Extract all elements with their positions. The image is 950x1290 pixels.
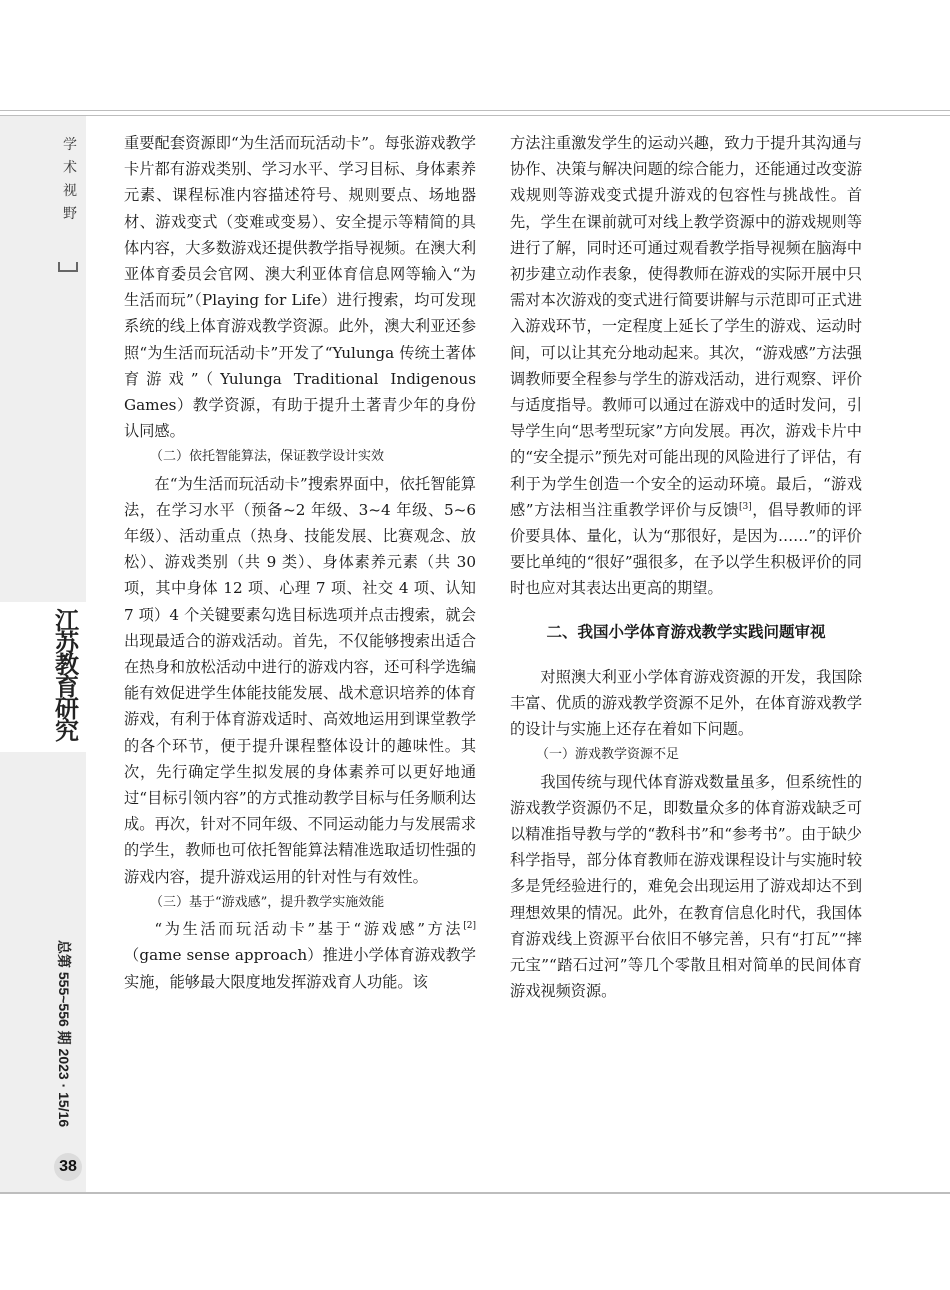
- bracket-ornament: [58, 262, 78, 272]
- citation-ref: [2]: [463, 921, 476, 932]
- header-rule-top: [0, 110, 950, 111]
- paragraph-text: 方法注重激发学生的运动兴趣，致力于提升其沟通与协作、决策与解决问题的综合能力，还能通过改变游戏规则等游戏变式提升游戏的包容性与挑战性。首先，学生在课前就可对线上教学资源中的游戏规则等进行了解，同时还可通过观看教学指导视频在脑海中初步建立动作表象，使得教师在游戏的实际开展中只需对本次游戏的变式进行简要讲解与示范即可正式进入游戏环节，一定程度上延长了学生的游戏、运动时间，可以让其充分地动起来。其次，“游戏感”方法强调教师要全程参与学生的游戏活动，进行观察、评价与适度指导。教师可以通过在游戏中的适时发问，引导学生向“思考型玩家”方向发展。再次，游戏卡片中的“安全提示”预先对可能出现的风险进行了评估，有利于为学生创造一个安全的运动环境。最后，“游戏感”方法相当注重教学评价与反馈: [510, 134, 862, 519]
- paragraph: [510, 130, 862, 602]
- header-rule-bottom: [0, 115, 950, 116]
- paragraph: [124, 916, 476, 995]
- section-heading: 二、我国小学体育游戏教学实践问题审视: [546, 623, 826, 641]
- paragraph: 我国传统与现代体育游戏数量虽多，但系统性的游戏教学资源仍不足，即数量众多的体育游戏缺乏可以精准指导教与学的“教科书”和“参考书”。由于缺少科学指导，部分体育教师在游戏课程设计与实施时较多是凭经验进行的，难免会出现运用了游戏却达不到理想效果的情况。此外，在教育信息化时代，我国体育游戏线上资源平台依旧不够完善，只有“打瓦”“摔元宝”“踏石过河”等几个零散且相对简单的民间体育游戏视频资源。: [510, 772, 862, 1001]
- paragraph: 在“为生活而玩活动卡”搜索界面中，依托智能算法，在学习水平（预备~2 年级、3~4 年级、5~6 年级）、活动重点（热身、技能发展、比赛观念、放松）、游戏类别（共 9 类）、身体素养元素（共 30 项，其中身体 12 项、心理 7 项、社交 4 项、认知 7 项）4 个关键要素勾选目标选项并点击搜索，就会出现最适合的游戏活动。首先，不仅能够搜索出适合在热身和放松活动中进行的游戏内容，还可科学选编能有效促进学生体能技能发展、战术意识培养的体育游戏，有利于体育游戏适时、高效地运用到课堂教学的各个环节，便于提升课程整体设计的趣味性。其次，先行确定学生拟发展的身体素养可以更好地通过“目标引领内容”的方式推动教学目标与任务顺利达成。再次，针对不同年级、不同运动能力与发展需求的学生，教师也可依托智能算法精准选取适切性强的游戏内容，提升游戏运用的针对性与有效性。: [124, 474, 476, 886]
- issue-info-text: 总第 555~556 期 2023 · 15/16: [56, 940, 72, 1128]
- subheading: （一）游戏教学资源不足: [536, 747, 680, 763]
- citation-ref: [3]: [738, 501, 752, 512]
- section-label: 学术视野: [63, 137, 77, 222]
- page-number: 38: [54, 1153, 82, 1181]
- paragraph-text: ，倡导教师的评价要具体、量化，认为“那很好，是因为……”的评价要比单纯的“很好”强很多，在予以学生积极评价的同时也应对其表达出更高的期望。: [510, 500, 863, 598]
- right-column: [510, 130, 862, 1005]
- paragraph-text: （game sense approach）推进小学体育游戏教学实施，能够最大限度地发挥游戏育人功能。该: [124, 946, 476, 991]
- subheading: （二）依托智能算法，保证教学设计实效: [150, 449, 385, 465]
- footer-rule: [0, 1192, 950, 1194]
- left-column: [124, 130, 476, 995]
- paragraph: 重要配套资源即“为生活而玩活动卡”。每张游戏教学卡片都有游戏类别、学习水平、学习目标、身体素养元素、课程标准内容描述符号、规则要点、场地器材、游戏变式（变难或变易）、安全提示等精简的具体内容，大多数游戏还提供教学指导视频。在澳大利亚体育委员会官网、澳大利亚体育信息网等输入“为生活而玩”（Playing for Life）进行搜索，均可发现系统的线上体育游戏教学资源。此外，澳大利亚还参照“为生活而玩活动卡”开发了“Yulunga 传统土著体育游戏”（Yulunga Traditional Indigenous Games）教学资源，有助于提升土著青少年的身份认同感。: [124, 134, 476, 441]
- paragraph-text: “为生活而玩活动卡”基于“游戏感”方法: [154, 920, 464, 939]
- issue-info: [48, 940, 78, 1160]
- journal-name: 江苏教育研究: [55, 606, 79, 745]
- subheading: （三）基于“游戏感”，提升教学实施效能: [150, 894, 385, 910]
- paragraph: 对照澳大利亚小学体育游戏资源的开发，我国除丰富、优质的游戏教学资源不足外，在体育游戏教学的设计与实施上还存在着如下问题。: [510, 667, 862, 739]
